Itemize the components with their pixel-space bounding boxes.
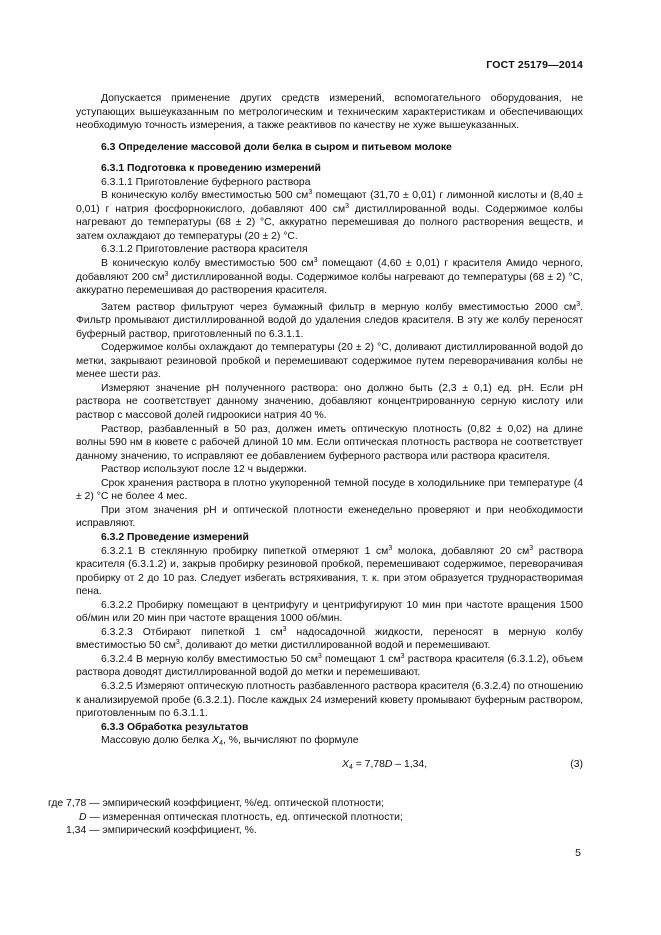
document-body: [76, 92, 583, 778]
cool-paragraph: Содержимое колбы охлаждают до температуры (20 ± 2) °C, доливают дистиллированной водой до метки, закрывают резиновой пробкой и перемешивают содержимое путем переворачивания колбы не менее шести раз.: [76, 342, 583, 381]
formula-expression: $X_4 = 7,78D - 1,34$,: [342, 758, 428, 771]
weekly-check-paragraph: При этом значения pH и оптической плотности еженедельно проверяют и при необходимости исправляют.: [76, 504, 583, 530]
use-paragraph: Раствор используют после 12 ч выдержки.: [101, 464, 307, 476]
section-6-3-2-title: 6.3.2 Проведение измерений: [101, 531, 249, 543]
filter-paragraph: Затем раствор фильтруют через бумажный фильтр в мерную колбу вместимостью 2000 $см^3$. Фильтр промывают дистиллированной водой до удаления следов красителя. В эту же колбу переносят буферный раствор, приготовленный по 6.3.1.1.: [76, 300, 583, 340]
section-6-3-title: 6.3 Определение массовой доли белка в сыром и питьевом молоке: [101, 141, 452, 153]
definition-1-34: 1,34 — эмпирический коэффициент, %.: [66, 825, 257, 837]
formula-3: [76, 758, 583, 772]
definition-7-78: где 7,78 — эмпирический коэффициент, %/ед. оптической плотности;: [48, 798, 384, 809]
section-6-3-2-3-text: 6.3.2.3 Отбирают пипеткой 1 $см^3$ надосадочной жидкости, переносят в мерную колбу вместимостью 50 $см^3$, доливают до метки дистиллированной водой и перемешивают.: [76, 625, 583, 652]
dilution-paragraph: Раствор, разбавленный в 50 раз, должен иметь оптическую плотность (0,82 ± 0,02) на длине волны 590 нм в кювете с рабочей длиной 10 мм. Если оптическая плотность раствора не соответствует данному значению, то исправляют ее добавлением буферного раствора или раствора красителя.: [76, 423, 583, 462]
definitions-list: [48, 797, 403, 838]
section-6-3-1-2-title: 6.3.1.2 Приготовление раствора красителя: [101, 244, 308, 256]
section-6-3-3-title: 6.3.3 Обработка результатов: [101, 721, 249, 733]
section-6-3-2-1-text: 6.3.2.1 В стеклянную пробирку пипеткой отмеряют 1 $см^3$ молока, добавляют 20 $см^3$ раствора красителя (6.3.1.2) и, закрыв пробирку резиновой пробкой, перемешивают содержимое, переворачивая пробирку от 2 до 10 раз. Следует избегать встряхивания, т. к. при этом образуется труднорастворимая пена.: [76, 544, 584, 598]
section-6-3-2-2-text: 6.3.2.2 Пробирку помещают в центрифугу и центрифугируют 10 мин при частоте вращения 1500 об/мин или 20 мин при частоте вращения 1000 об/мин.: [76, 599, 583, 625]
page-number: 5: [575, 847, 581, 859]
section-6-3-1-2-text: В коническую колбу вместимостью 500 $см^3$ помещают (4,60 ± 0,01) г красителя Амидо черного, добавляют 200 $см^3$ дистиллированной воды. Содержимое колбы нагревают до температуры (68 ± 2) °C, аккуратно перемешивая до растворения красителя.: [76, 257, 584, 297]
section-6-3-1-1-text: В коническую колбу вместимостью 500 $см^3$ помещают (31,70 ± 0,01) г лимонной кислоты и (8,40 ± 0,01) г натрия фосфорнокислого, добавляют 400 $см^3$ дистиллированной воды. Содержимое колбы нагревают до температуры (68 ± 2) °C, аккуратно перемешивая до полного растворения веществ, и затем охлаждают до температуры (20 ± 2) °C.: [76, 189, 583, 242]
definition-d: D — измеренная оптическая плотность, ед. оптической плотности;: [79, 811, 403, 823]
section-6-3-1-1-title: 6.3.1.1 Приготовление буферного раствора: [101, 176, 311, 188]
section-6-3-2-4-text: 6.3.2.4 В мерную колбу вместимостью 50 $см^3$ помещают 1 $см^3$ раствора красителя (6.3.1.2), объем раствора доводят дистиллированной водой до метки и перемешивают.: [76, 652, 583, 679]
standard-header: ГОСТ 25179—2014: [486, 59, 583, 71]
section-6-3-2-5-text: 6.3.2.5 Измеряют оптическую плотность разбавленного раствора красителя (6.3.2.4) по отношению к анализируемой пробе (6.3.2.1). После каждых 24 измерений кювету промывают буферным раствором, приготовленным по 6.3.1.1.: [76, 680, 583, 720]
formula-number: (3): [570, 758, 583, 770]
intro-paragraph: Допускается применение других средств измерений, вспомогательного оборудования, не уступающих вышеуказанным по метрологическим и техническим характеристикам и обеспечивающих необходимую точность измерения, а также реактивов по качеству не хуже вышеуказанных.: [76, 93, 583, 132]
storage-paragraph: Срок хранения раствора в плотно укупоренной темной посуде в холодильнике при температуре (4 ± 2) °C не более 4 мес.: [76, 477, 583, 503]
section-6-3-1-title: 6.3.1 Подготовка к проведению измерений: [101, 163, 321, 175]
section-6-3-3-text: Массовую долю белка $X_4$, %, вычисляют по формуле: [101, 735, 359, 748]
ph-paragraph: Измеряют значение pH полученного раствора: оно должно быть (2,3 ± 0,1) ед. pH. Если pH раствора не соответствует данному значению, добавляют концентрированную серную кислоту или раствор с массовой долей гидроокиси натрия 40 %.: [76, 382, 583, 422]
